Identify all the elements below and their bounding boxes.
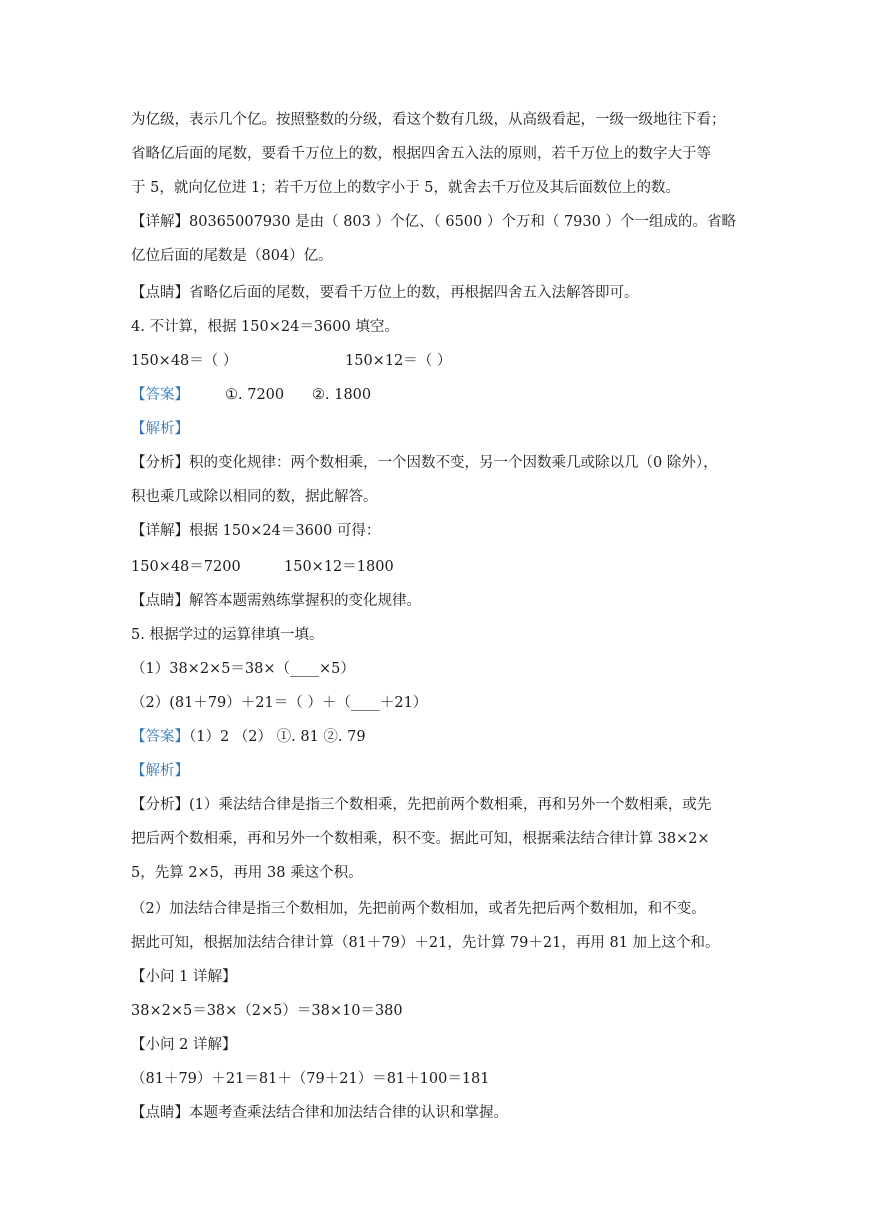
analysis-line: 5，先算 2×5，再用 38 乘这个积。 (131, 865, 363, 881)
analysis-line: （2）加法结合律是指三个数相加，先把前两个数相加，或者先把后两个数相加，和不变。 (131, 901, 706, 917)
analysis-line: 积也乘几或除以相同的数，据此解答。 (131, 489, 378, 505)
subquestion-2-calc: （81＋79）＋21＝81＋（79＋21）＝81＋100＝181 (131, 1071, 490, 1087)
question-4-blanks (131, 350, 743, 372)
analysis-line: 【分析】积的变化规律：两个数相乘，一个因数不变，另一个因数乘几或除以几（0 除外）， (131, 455, 718, 471)
answer-tag: 【答案】 (131, 729, 189, 745)
jiexi-tag: 【解析】 (131, 421, 189, 437)
detail-line: 【详解】80365007930 是由（ 803 ）个亿、（ 6500 ）个万和（ 7930 ）个一组成的。省略 (131, 214, 736, 230)
results-line (131, 556, 743, 578)
point-line: 【点睛】本题考查乘法结合律和加法结合律的认识和掌握。 (131, 1105, 508, 1121)
text-line: 为亿级，表示几个亿。按照整数的分级，看这个数有几级，从高级看起，一级一级地往下看； (131, 112, 726, 128)
answer-tag: 【答案】 (131, 387, 189, 403)
point-line: 【点睛】省略亿后面的尾数，要看千万位上的数，再根据四舍五入法解答即可。 (131, 285, 639, 301)
detail-line: 【详解】根据 150×24＝3600 可得： (131, 523, 381, 539)
text-line: 省略亿后面的尾数，要看千万位上的数，根据四舍五入法的原则，若千万位上的数字大于等 (131, 146, 711, 162)
blank-b: 150×12＝（ ） (345, 353, 452, 369)
answer-text: （1）2 （2） ①. 81 ②. 79 (189, 729, 366, 745)
jiexi-tag: 【解析】 (131, 763, 189, 779)
detail-line: 亿位后面的尾数是（804）亿。 (131, 248, 333, 264)
question-5-title: 5. 根据学过的运算律填一填。 (131, 627, 324, 643)
result-b: 150×12＝1800 (284, 559, 394, 575)
subquestion-2-head: 【小问 2 详解】 (131, 1037, 237, 1053)
answer-1: ①. 7200 (225, 387, 285, 403)
point-line: 【点睛】解答本题需熟练掌握积的变化规律。 (131, 593, 421, 609)
blank-a: 150×48＝（ ） (131, 353, 238, 369)
question-4-title: 4. 不计算，根据 150×24＝3600 填空。 (131, 319, 399, 335)
question-4-answer (131, 384, 743, 406)
subquestion-1-head: 【小问 1 详解】 (131, 969, 237, 985)
result-a: 150×48＝7200 (131, 559, 241, 575)
analysis-line: 【分析】(1）乘法结合律是指三个数相乘，先把前两个数相乘，再和另外一个数相乘，或先 (131, 797, 712, 813)
question-5-answer (131, 726, 743, 748)
question-5-sub2: （2）(81＋79）＋21＝（ ）＋（____＋21） (131, 695, 428, 711)
answer-2: ②. 1800 (312, 387, 372, 403)
subquestion-1-calc: 38×2×5＝38×（2×5）＝38×10＝380 (131, 1003, 403, 1019)
analysis-line: 把后两个数相乘，再和另外一个数相乘，积不变。据此可知，根据乘法结合律计算 38×2× (131, 831, 710, 847)
analysis-line: 据此可知，根据加法结合律计算（81＋79）＋21，先计算 79＋21，再用 81 加上这个和。 (131, 935, 720, 951)
question-5-sub1: （1）38×2×5＝38×（____×5） (131, 661, 355, 677)
text-line: 于 5，就向亿位进 1；若千万位上的数字小于 5，就舍去千万位及其后面数位上的数。 (131, 180, 681, 196)
